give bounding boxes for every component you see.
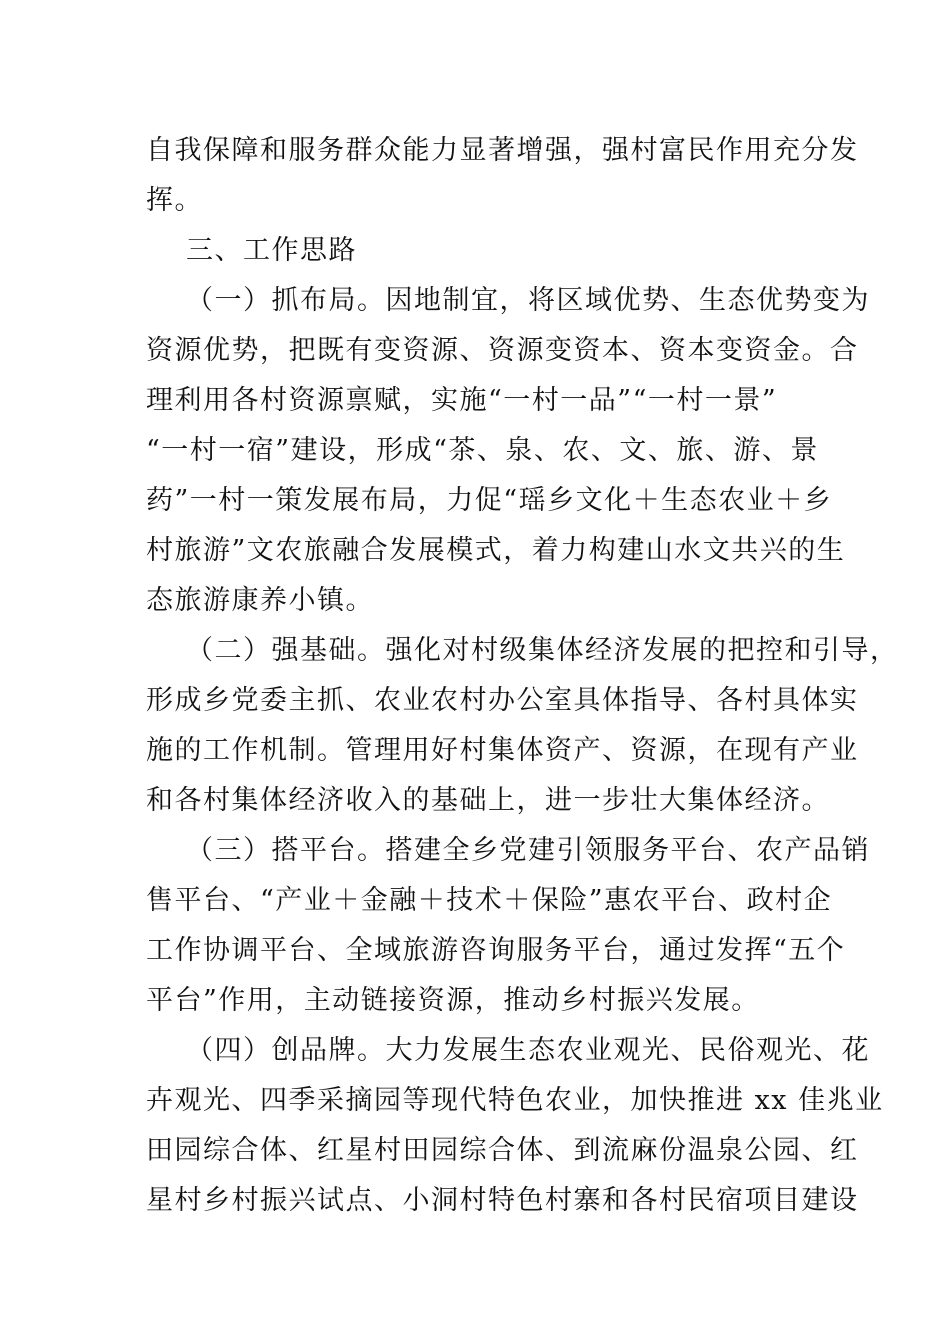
text-line: 挥。 xyxy=(146,185,203,216)
text-line: （三）搭平台。搭建全乡党建引领服务平台、农产品销 xyxy=(186,835,870,866)
text-line: 卉观光、四季采摘园等现代特色农业，加快推进 xx 佳兆业 xyxy=(146,1085,884,1116)
text-line: 平台”作用，主动链接资源，推动乡村振兴发展。 xyxy=(146,985,760,1016)
text-line: 村旅游”文农旅融合发展模式，着力构建山水文共兴的生 xyxy=(146,535,846,566)
text-line: （二）强基础。强化对村级集体经济发展的把控和引导， xyxy=(186,635,899,666)
text-line: 和各村集体经济收入的基础上，进一步壮大集体经济。 xyxy=(146,785,830,816)
text-line: 工作协调平台、全域旅游咨询服务平台，通过发挥“五个 xyxy=(146,935,846,966)
text-line: （一）抓布局。因地制宜，将区域优势、生态优势变为 xyxy=(186,285,870,316)
text-line: 态旅游康养小镇。 xyxy=(146,585,374,616)
text-line: 施的工作机制。管理用好村集体资产、资源，在现有产业 xyxy=(146,735,859,766)
text-line: 自我保障和服务群众能力显著增强，强村富民作用充分发 xyxy=(146,135,859,166)
section-heading: 三、工作思路 xyxy=(186,235,357,266)
text-line: 田园综合体、红星村田园综合体、到流麻份温泉公园、红 xyxy=(146,1135,859,1166)
text-line: 星村乡村振兴试点、小洞村特色村寨和各村民宿项目建设 xyxy=(146,1185,859,1216)
text-line: 理利用各村资源禀赋，实施“一村一品”“一村一景” xyxy=(146,385,778,416)
text-line: 售平台、“产业＋金融＋技术＋保险”惠农平台、政村企 xyxy=(146,885,833,916)
text-line: 资源优势，把既有变资源、资源变资本、资本变资金。合 xyxy=(146,335,859,366)
text-line: “一村一宿”建设，形成“茶、泉、农、文、旅、游、景 xyxy=(146,435,819,466)
text-line: （四）创品牌。大力发展生态农业观光、民俗观光、花 xyxy=(186,1035,870,1066)
text-line: 形成乡党委主抓、农业农村办公室具体指导、各村具体实 xyxy=(146,685,859,716)
text-line: 药”一村一策发展布局，力促“瑶乡文化＋生态农业＋乡 xyxy=(146,485,833,516)
